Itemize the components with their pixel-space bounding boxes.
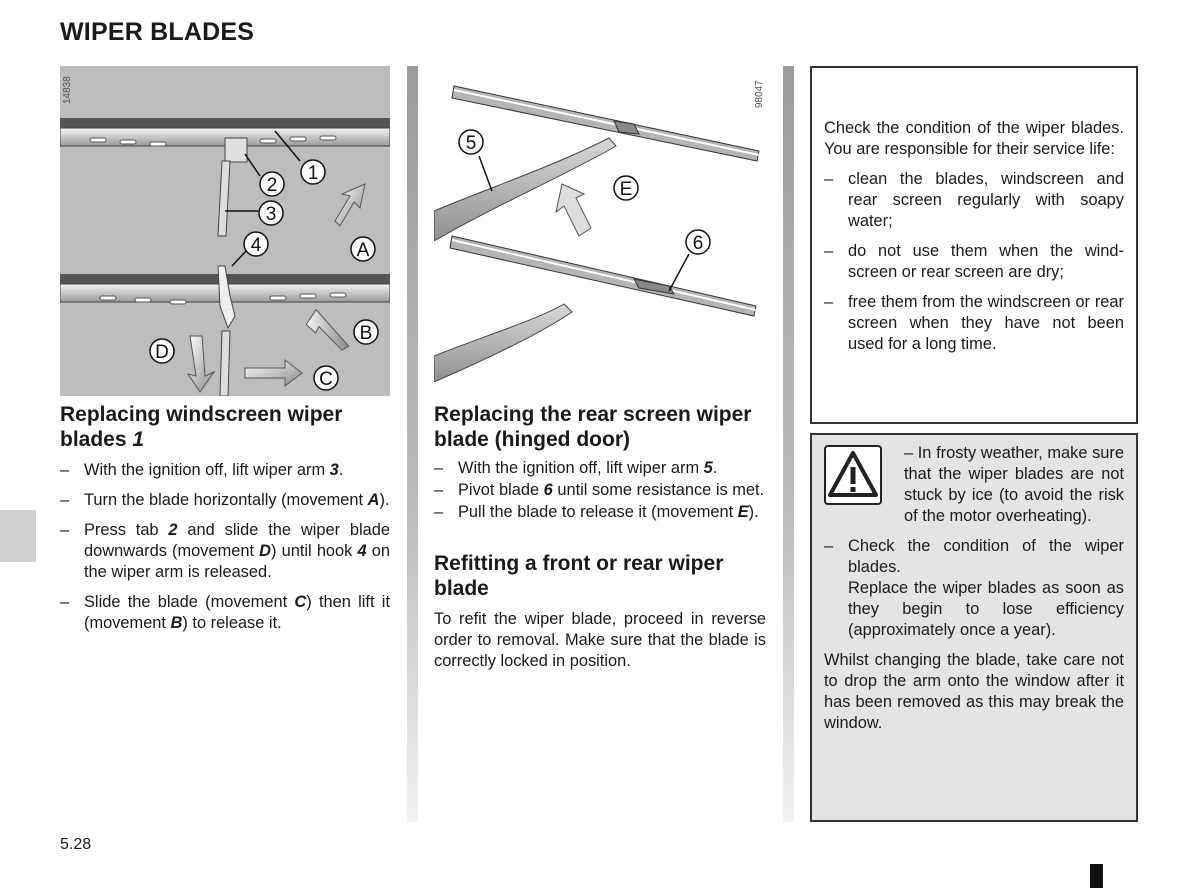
callout-6 — [686, 230, 710, 254]
callout-C — [314, 366, 338, 390]
callout-A — [351, 237, 375, 261]
windscreen-wiper-figure — [60, 66, 390, 396]
care-list — [824, 169, 1124, 355]
list-item: – Slide the blade (movement C) then lift it (movement B) to release it. — [60, 592, 390, 634]
svg-text:B: B — [359, 323, 373, 344]
warning-box — [810, 433, 1138, 822]
svg-text:A: A — [356, 240, 370, 261]
svg-text:2: 2 — [266, 175, 278, 196]
callout-B — [354, 320, 378, 344]
figure-code: 98047 — [754, 80, 765, 108]
paragraph: Whilst changing the blade, take care not to drop the arm onto the window after it has been removed as this may break the window. — [824, 651, 1124, 732]
svg-text:3: 3 — [265, 204, 277, 225]
page-marker — [1090, 864, 1103, 888]
column-divider — [407, 66, 418, 822]
warning-lead: – In frosty weather, make sure that the wiper blades are not stuck by ice (to avoid the risk of the motor overheating). — [904, 444, 1124, 525]
list-item: – clean the blades, windscreen and rear screen regularly with soapy water; — [824, 169, 1124, 232]
list-item: – do not use them when the windscreen or rear screen are dry; — [824, 241, 1124, 283]
paragraph: Check the condition of the wiper blades. You are responsible for their service life: — [824, 119, 1124, 158]
windscreen-wiper-illustration — [60, 66, 390, 396]
svg-text:4: 4 — [250, 235, 262, 256]
warning-list — [824, 536, 1124, 641]
callout-4 — [244, 232, 268, 256]
list-item: – Pivot blade 6 until some resistance is met. — [434, 480, 766, 501]
column-rear — [434, 402, 766, 672]
list-item: – Press tab 2 and slide the wiper blade downwards (movement D) until hook 4 on the wiper arm is released. — [60, 520, 390, 583]
rear-wiper-illustration — [434, 66, 766, 382]
svg-text:C: C — [319, 369, 333, 390]
list-item: – free them from the windscreen or rear screen when they have not been used for a long time. — [824, 292, 1124, 355]
instruction-list — [60, 460, 390, 634]
instruction-list — [434, 458, 766, 523]
svg-text:1: 1 — [307, 163, 319, 184]
list-item: – With the ignition off, lift wiper arm 5. — [434, 458, 766, 479]
page-number: 5.28 — [60, 836, 92, 853]
callout-2 — [260, 172, 284, 196]
page-title: WIPER BLADES — [60, 18, 255, 46]
callout-D — [150, 339, 174, 363]
callout-E — [614, 176, 638, 200]
section-heading: Refitting a front or rear wiper blade — [434, 552, 724, 600]
column-divider — [783, 66, 794, 822]
list-item: – Check the condition of the wiper blades. Replace the wiper blades as soon as they begin to lose efficiency (approximately once a year). — [824, 536, 1124, 641]
list-item: – Pull the blade to release it (movement E). — [434, 502, 766, 523]
column-windscreen — [60, 402, 390, 643]
svg-text:E: E — [619, 179, 633, 200]
section-heading: Replacing windscreen wiper blades 1 — [60, 403, 343, 451]
list-item: – With the ignition off, lift wiper arm 3. — [60, 460, 390, 481]
list-item: – Turn the blade horizontally (movement A). — [60, 490, 390, 511]
paragraph: To refit the wiper blade, proceed in reverse order to removal. Make sure that the blade is correctly locked in position. — [434, 610, 766, 670]
svg-text:5: 5 — [465, 133, 477, 154]
callout-3 — [259, 201, 283, 225]
svg-text:D: D — [155, 342, 169, 363]
svg-text:6: 6 — [692, 233, 704, 254]
care-info-box — [810, 66, 1138, 424]
section-heading: Replacing the rear screen wiper blade (hinged door) — [434, 403, 752, 451]
section-tab — [0, 510, 36, 562]
figure-code: 14838 — [62, 76, 73, 104]
callout-1 — [301, 160, 325, 184]
rear-wiper-figure — [434, 66, 766, 382]
callout-5 — [459, 130, 483, 154]
